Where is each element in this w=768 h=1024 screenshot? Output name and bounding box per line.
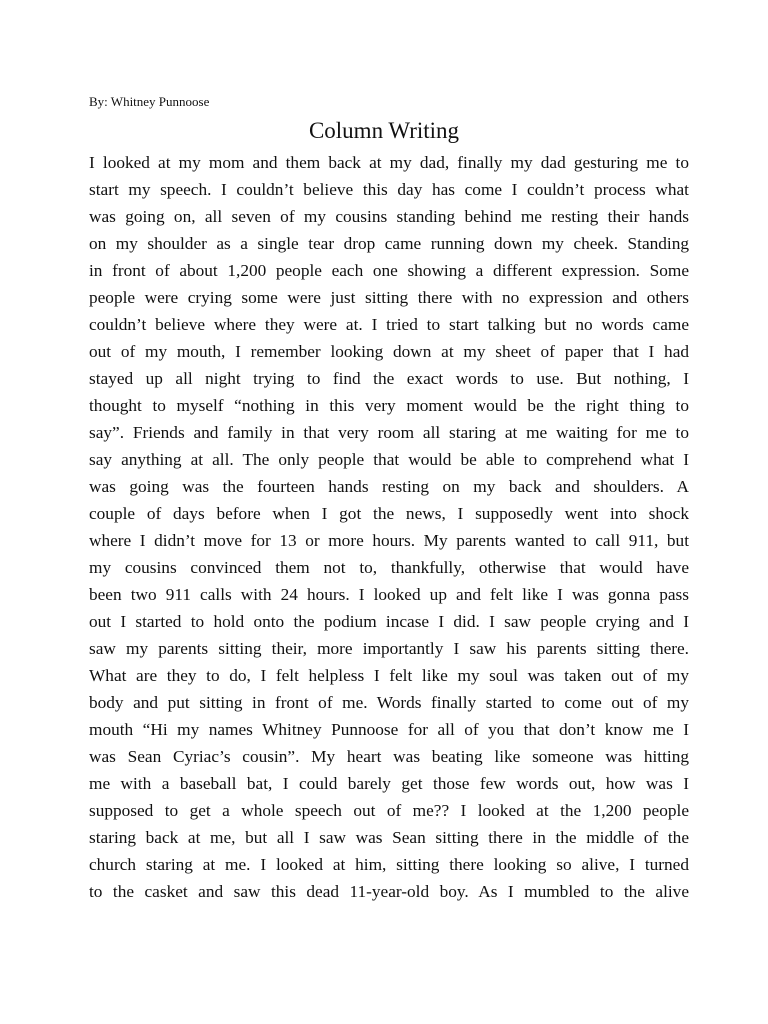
text-line: couple of days before when I got the news, I supposedly went into shock bbox=[89, 504, 689, 523]
text-line: my cousins convinced them not to, thankfully, otherwise that would have bbox=[89, 558, 689, 577]
text-line: saw my parents sitting their, more importantly I saw his parents sitting there. bbox=[89, 639, 689, 658]
text-line: out I started to hold onto the podium incase I did. I saw people crying and I bbox=[89, 612, 689, 631]
text-line: thought to myself “nothing in this very moment would be the right thing to bbox=[89, 396, 689, 415]
text-line: body and put sitting in front of me. Words finally started to come out of my bbox=[89, 693, 689, 712]
text-line: What are they to do, I felt helpless I felt like my soul was taken out of my bbox=[89, 666, 689, 685]
text-line: in front of about 1,200 people each one showing a different expression. Some bbox=[89, 261, 689, 280]
text-line: stayed up all night trying to find the exact words to use. But nothing, I bbox=[89, 369, 689, 388]
text-line: on my shoulder as a single tear drop came running down my cheek. Standing bbox=[89, 234, 689, 253]
text-line: start my speech. I couldn’t believe this day has come I couldn’t process what bbox=[89, 180, 689, 199]
text-line: staring back at me, but all I saw was Sean sitting there in the middle of the bbox=[89, 828, 689, 847]
text-line: people were crying some were just sitting there with no expression and others bbox=[89, 288, 689, 307]
body-text bbox=[89, 149, 689, 905]
text-line: say anything at all. The only people that would be able to comprehend what I bbox=[89, 450, 689, 469]
byline: By: Whitney Punnoose bbox=[89, 94, 210, 109]
text-line: supposed to get a whole speech out of me?? I looked at the 1,200 people bbox=[89, 801, 689, 820]
document-title: Column Writing bbox=[308, 118, 460, 143]
text-line: been two 911 calls with 24 hours. I looked up and felt like I was gonna pass bbox=[89, 585, 689, 604]
text-line: church staring at me. I looked at him, sitting there looking so alive, I turned bbox=[89, 855, 689, 874]
text-line: say”. Friends and family in that very room all staring at me waiting for me to bbox=[89, 423, 689, 442]
text-line: out of my mouth, I remember looking down at my sheet of paper that I had bbox=[89, 342, 689, 361]
text-line: to the casket and saw this dead 11-year-old boy. As I mumbled to the alive bbox=[89, 882, 689, 901]
text-line: I looked at my mom and them back at my dad, finally my dad gesturing me to bbox=[89, 153, 689, 172]
text-line: where I didn’t move for 13 or more hours. My parents wanted to call 911, but bbox=[89, 531, 689, 550]
text-line: mouth “Hi my names Whitney Punnoose for all of you that don’t know me I bbox=[89, 720, 689, 739]
text-line: was going on, all seven of my cousins standing behind me resting their hands bbox=[89, 207, 689, 226]
text-line: me with a baseball bat, I could barely get those few words out, how was I bbox=[89, 774, 689, 793]
text-line: was Sean Cyriac’s cousin”. My heart was beating like someone was hitting bbox=[89, 747, 689, 766]
text-line: couldn’t believe where they were at. I tried to start talking but no words came bbox=[89, 315, 689, 334]
text-line: was going was the fourteen hands resting on my back and shoulders. A bbox=[89, 477, 689, 496]
